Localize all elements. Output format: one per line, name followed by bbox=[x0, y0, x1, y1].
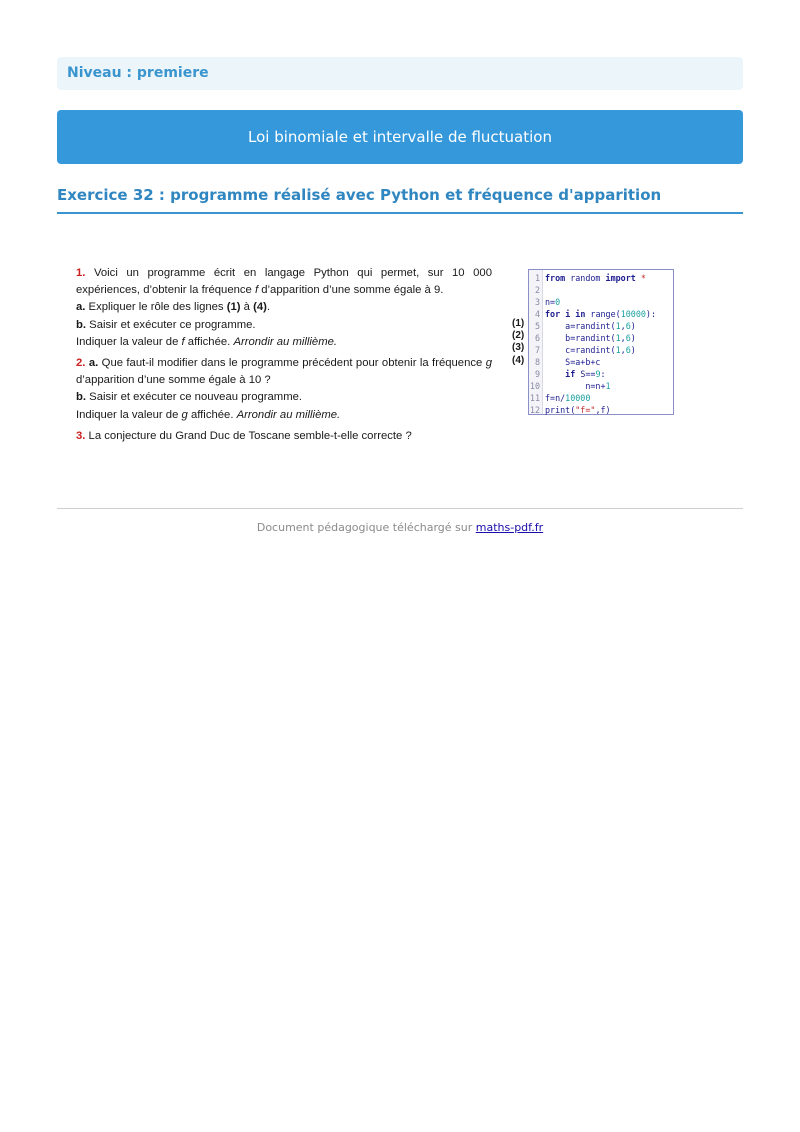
question-number: 2. bbox=[76, 357, 86, 370]
code-line: 12 print("f=",f) bbox=[529, 405, 611, 415]
code-line: 5 a=randint(1,6) bbox=[534, 321, 636, 331]
question-number: 1. bbox=[76, 267, 86, 279]
question-3: 3. La conjecture du Grand Duc de Toscane semble-t-elle correcte ? bbox=[76, 429, 412, 442]
line-marker: (4) bbox=[512, 354, 525, 366]
topic-title: Loi binomiale et intervalle de fluctuation bbox=[248, 128, 552, 146]
footer-text: Document pédagogique téléchargé sur bbox=[256, 521, 476, 534]
question-1: 1. Voici un programme écrit en langage Python qui permet, sur 10 000 expériences, d’obtenir la fréquence f d’apparition d’une somme égale à 9. bbox=[76, 267, 492, 297]
question-2a: 2. a. Que faut-il modifier dans le programme précédent pour obtenir la fréquence g d’apparition d’une somme égale à 10 ? bbox=[76, 357, 492, 387]
question-1b: b. Saisir et exécuter ce programme. bbox=[76, 318, 256, 331]
code-line: 6 b=randint(1,6) bbox=[534, 333, 636, 343]
code-line: 11 f=n/10000 bbox=[529, 393, 591, 403]
footer bbox=[0, 521, 800, 534]
title-divider bbox=[57, 212, 743, 214]
exercise-title: Exercice 32 : programme réalisé avec Python et fréquence d'apparition bbox=[57, 186, 662, 204]
topic-banner bbox=[57, 110, 743, 164]
question-2-instruction: Indiquer la valeur de g affichée. Arrondir au millième. bbox=[76, 408, 341, 421]
code-line: 9 if S==9: bbox=[534, 369, 606, 379]
code-line: 4 for i in range(10000): bbox=[534, 309, 656, 319]
question-number: 3. bbox=[76, 429, 86, 442]
question-1a: a. Expliquer le rôle des lignes (1) à (4). bbox=[76, 301, 271, 314]
level-label: Niveau : premiere bbox=[67, 65, 209, 81]
line-marker: (3) bbox=[512, 342, 525, 354]
question-2b: b. Saisir et exécuter ce nouveau programme. bbox=[76, 391, 303, 404]
python-code-listing bbox=[528, 269, 674, 415]
line-marker: (1) bbox=[512, 318, 525, 329]
code-line: 10 n=n+1 bbox=[529, 381, 611, 391]
code-line: 3 n=0 bbox=[534, 297, 561, 307]
footer-link[interactable]: maths-pdf.fr bbox=[475, 521, 544, 534]
exercise-statement bbox=[76, 265, 492, 445]
code-line: 2 bbox=[534, 285, 540, 295]
footer-divider bbox=[57, 508, 743, 509]
code-line: 7 c=randint(1,6) bbox=[534, 345, 636, 355]
exercise-image bbox=[76, 265, 676, 445]
level-box bbox=[57, 57, 743, 90]
code-line: 1 from random import * bbox=[534, 273, 646, 283]
line-markers bbox=[512, 318, 524, 367]
line-marker: (2) bbox=[512, 330, 525, 342]
question-1-instruction: Indiquer la valeur de f affichée. Arrondir au millième. bbox=[76, 335, 338, 348]
code-line: 8 S=a+b+c bbox=[534, 357, 601, 367]
